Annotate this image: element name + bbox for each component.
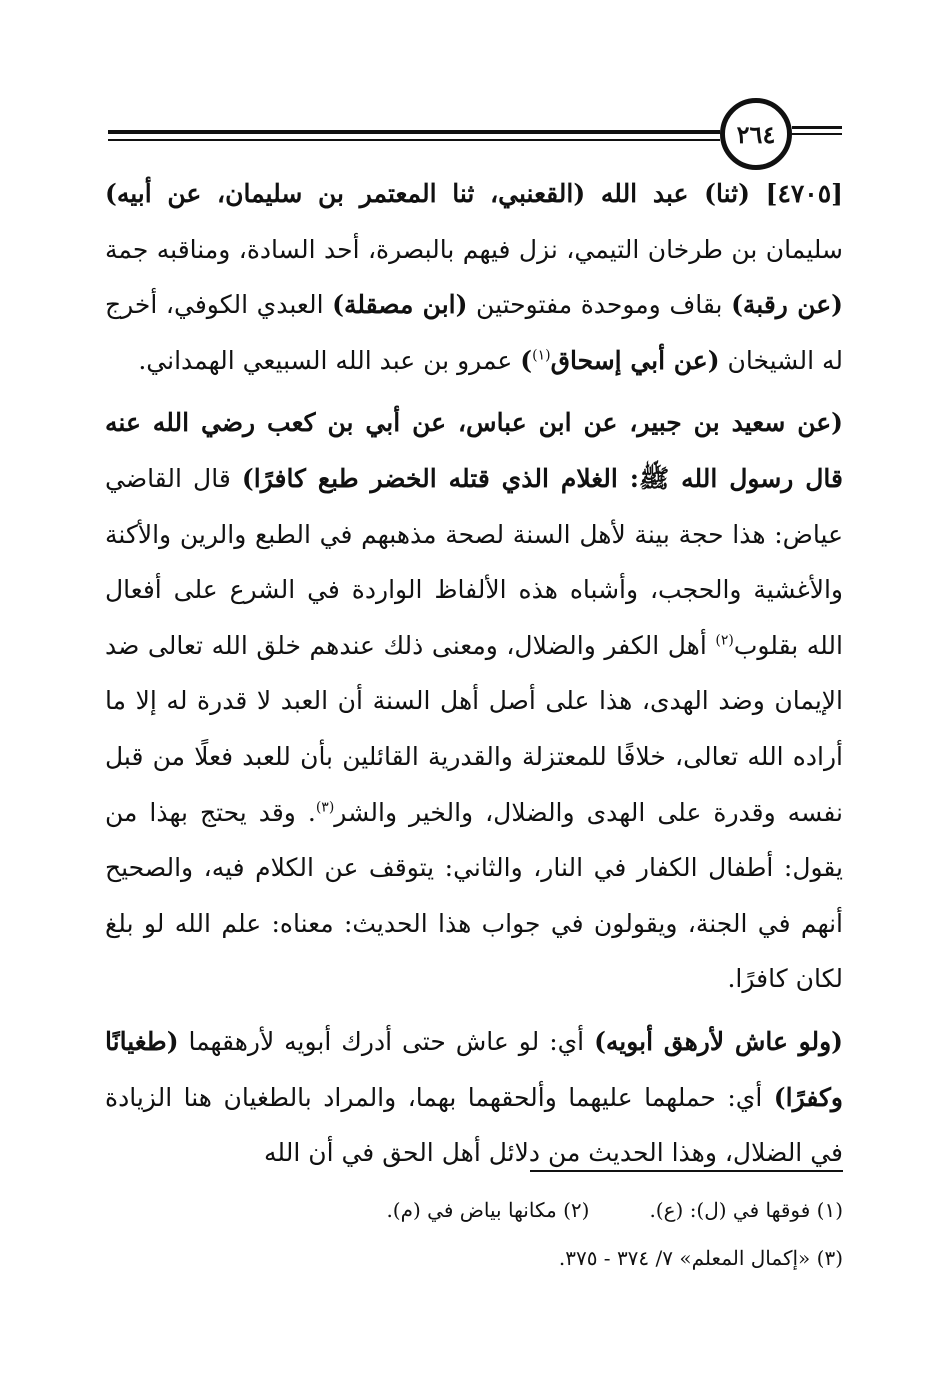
- footnote-ref-2: (٢): [715, 632, 734, 649]
- bold-phrase: (عن أبي إسحاق: [550, 345, 720, 375]
- text: قال القاضي عياض: هذا حجة بينة لأهل السنة لصحة مذهبهم في الطبع والرين والأكنة والأغشية والحجب، وأشباه هذه الألفاظ الواردة في الشرع على أفعال الله بقلوب: [105, 463, 843, 660]
- bold-phrase: (طغيانًا وكفرًا): [105, 1026, 843, 1112]
- text: بقاف وموحدة مفتوحتين: [467, 290, 732, 320]
- footnotes: [105, 1186, 843, 1282]
- text: أي: لو عاش حتى أدرك أبويه لأرهقهما: [178, 1026, 595, 1056]
- hadith-heading: [٤٧٠٥] (ثنا) عبد الله (القعنبي، ثنا المعتمر بن سليمان، عن أبيه): [105, 179, 843, 208]
- footnote-row: [105, 1186, 843, 1234]
- footnote-ref-3: (٣): [315, 799, 335, 816]
- text: العبدي الكوفي، أخرج له الشيخان: [105, 290, 843, 375]
- footnote-ref-1: (١): [532, 347, 551, 364]
- bold-phrase: (عن رقبة): [731, 290, 843, 320]
- footnote-rule: [530, 1170, 843, 1172]
- page-number-badge: [720, 98, 792, 170]
- page-number: ٢٦٤: [736, 119, 776, 149]
- text: . وقد يحتج بهذا من يقول: أطفال الكفار في النار، والثاني: يتوقف عن الكلام فيه، والصحيح أنهم في الجنة، ويقولون في جواب هذا الحديث: معناه: علم الله لو بلغ لكان كافرًا.: [105, 797, 843, 994]
- bold-phrase: (عن سعيد بن جبير، عن ابن عباس، عن أبي بن كعب رضي الله عنه قال رسول الله ﷺ: الغلام الذي قتله الخضر طبع كافرًا): [105, 408, 843, 493]
- paragraph-3: [105, 1014, 843, 1181]
- header-rule-thick: [108, 130, 720, 134]
- bold-phrase-end: ): [520, 345, 533, 375]
- footnote-3: (٣) «إكمال المعلم» ٧/ ٣٧٤ - ٣٧٥.: [558, 1246, 843, 1270]
- header-rule-thin: [108, 139, 720, 141]
- bold-phrase: (ولو عاش لأرهق أبويه): [594, 1026, 843, 1056]
- text: سليمان بن طرخان التيمي، نزل فيهم بالبصرة، أحد السادة، ومناقبه جمة: [105, 234, 843, 264]
- paragraph-1: [105, 166, 843, 388]
- footnote-2: (٢) مكانها بياض في (م).: [386, 1198, 590, 1222]
- text: عمرو بن عبد الله السبيعي الهمداني.: [138, 345, 521, 375]
- footnote-row: [105, 1234, 843, 1282]
- text: أي: حملهما عليهما وألحقهما بهما، والمراد بالطغيان هنا الزيادة في الضلال، وهذا الحديث من دلائل أهل الحق في أن الله: [105, 1082, 843, 1168]
- header-rule-right-thin: [792, 133, 842, 135]
- text: أهل الكفر والضلال، ومعنى ذلك عندهم خلق الله تعالى ضد الإيمان وضد الهدى، هذا على أصل أهل السنة أن العبد لا قدرة له إلا ما أراده الله تعالى، خلافًا للمعتزلة والقدرية القائلين بأن للعبد فعلًا من قبل نفسه وقدرة على الهدى والضلال، والخير والشر: [105, 630, 843, 827]
- bold-phrase: (ابن مصقلة): [332, 290, 468, 320]
- footnote-1: (١) فوقها في (ل): (ع).: [649, 1198, 843, 1222]
- paragraph-2: [105, 395, 843, 1007]
- main-text: [105, 166, 843, 1181]
- header-rule-right-thick: [792, 126, 842, 129]
